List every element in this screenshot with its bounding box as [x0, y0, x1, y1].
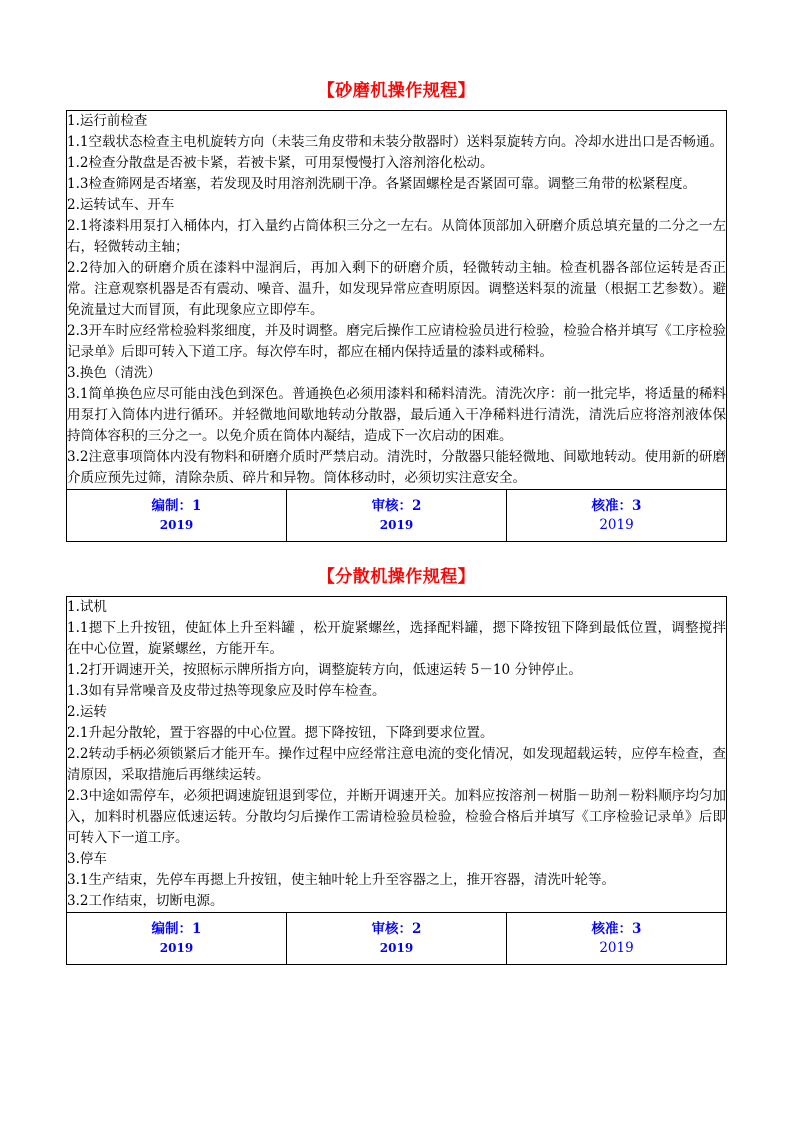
paragraph: 3.1生产结束，先停车再摁上升按钮，使主轴叶轮上升至容器之上，推开容器，清洗叶轮等。 [67, 872, 615, 888]
paragraph: 1.试机 [67, 599, 107, 615]
signature-year: 2019 [379, 517, 414, 532]
signature-year: 2019 [599, 939, 634, 956]
procedure-body-cell [67, 111, 727, 490]
table-row-signatures [67, 490, 727, 542]
signature-cell-reviewed-by [287, 913, 507, 965]
paragraph: 2.2待加入的研磨介质在漆料中湿润后，再加入剩下的研磨介质，轻微转动主轴。检查机器各部位运转是否正常。注意观察机器是否有震动、噪音、温升，如发现异常应查明原因。调整送料泵的流量（根据工艺参数）。避免流量过大而冒顶，有此现象应立即停车。 [67, 260, 726, 318]
paragraph: 3.1简单换色应尽可能由浅色到深色。普通换色必须用漆料和稀料清洗。清洗次序：前一批完毕，将适量的稀料用泵打入筒体内进行循环。并轻微地间歇地转动分散器，最后通入干净稀料进行清洗，清洗后应将溶剂液体保持筒体容积的三分之一。以免介质在筒体内凝结，造成下一次启动的困难。 [67, 386, 726, 444]
signature-year: 2019 [159, 940, 194, 955]
procedure-body-cell [67, 597, 727, 913]
table-row-body [67, 597, 727, 913]
signature-role-label: 核准：3 [591, 920, 642, 937]
signature-role-label: 编制：1 [151, 497, 202, 514]
paragraph: 3.2工作结束，切断电源。 [67, 893, 224, 909]
procedure-table-disperser [66, 596, 727, 965]
procedure-table-sand-mill [66, 110, 727, 542]
signature-cell-reviewed-by [287, 490, 507, 542]
signature-cell-approved-by [507, 913, 727, 965]
procedure-body-text [67, 111, 726, 489]
signature-cell-prepared-by [67, 913, 287, 965]
paragraph: 1.1空载状态检查主电机旋转方向（未装三角皮带和未装分散器时）送料泵旋转方向。冷却水进出口是否畅通。 [67, 134, 723, 150]
table-row-signatures [67, 913, 727, 965]
procedure-body-text [67, 597, 726, 912]
paragraph: 1.3检查筛网是否堵塞，若发现及时用溶剂洗刷干净。各紧固螺栓是否紧固可靠。调整三角带的松紧程度。 [67, 176, 696, 192]
paragraph: 2.3开车时应经常检验料浆细度，并及时调整。磨完后操作工应请检验员进行检验，检验合格并填写《工序检验记录单》后即可转入下道工序。每次停车时，都应在桶内保持适量的漆料或稀料。 [67, 323, 726, 360]
paragraph: 1.3如有异常噪音及皮带过热等现象应及时停车检查。 [67, 683, 386, 699]
paragraph: 1.1摁下上升按钮，使缸体上升至料罐 ，松开旋紧螺丝，选择配料罐，摁下降按钮下降到最低位置，调整搅拌在中心位置，旋紧螺丝，方能开车。 [67, 620, 726, 657]
signature-role-label: 审核：2 [371, 920, 422, 937]
paragraph: 3.2注意事项筒体内没有物料和研磨介质时严禁启动。清洗时，分散器只能轻微地、间歇地转动。使用新的研磨介质应预先过筛，清除杂质、碎片和异物。筒体移动时，必须切实注意安全。 [67, 449, 726, 486]
paragraph: 3.停车 [67, 851, 107, 867]
paragraph: 3.换色（清洗） [67, 365, 161, 381]
paragraph: 2.1将漆料用泵打入桶体内，打入量约占筒体积三分之一左右。从筒体顶部加入研磨介质总填充量的二分之一左右，轻微转动主轴； [67, 218, 726, 255]
paragraph: 2.运转 [67, 704, 107, 720]
paragraph: 2.1升起分散轮，置于容器的中心位置。摁下降按钮，下降到要求位置。 [67, 725, 494, 741]
table-row-body [67, 111, 727, 490]
signature-role-label: 编制：1 [151, 920, 202, 937]
section-title-sand-mill: 【砂磨机操作规程】 [317, 81, 476, 101]
signature-year: 2019 [159, 517, 194, 532]
paragraph: 1.运行前检查 [67, 113, 148, 129]
signature-year: 2019 [379, 940, 414, 955]
signature-role-label: 核准：3 [591, 497, 642, 514]
paragraph: 1.2检查分散盘是否被卡紧，若被卡紧，可用泵慢慢打入溶剂溶化松动。 [67, 155, 494, 171]
signature-role-label: 审核：2 [371, 497, 422, 514]
signature-cell-approved-by [507, 490, 727, 542]
section-title-disperser: 【分散机操作规程】 [317, 567, 476, 587]
paragraph: 2.3中途如需停车，必须把调速旋钮退到零位，并断开调速开关。加料应按溶剂－树脂－助剂－粉料顺序均匀加入，加料时机器应低速运转。分散均匀后操作工需请检验员检验，检验合格后并填写《工序检验记录单》后即可转入下一道工序。 [67, 788, 726, 846]
paragraph: 1.2打开调速开关，按照标示牌所指方向，调整旋转方向，低速运转 5－10 分钟停止。 [67, 662, 582, 678]
signature-year: 2019 [599, 516, 634, 533]
signature-cell-prepared-by [67, 490, 287, 542]
paragraph: 2.2转动手柄必须锁紧后才能开车。操作过程中应经常注意电流的变化情况，如发现超载运转，应停车检查，查清原因，采取措施后再继续运转。 [67, 746, 726, 783]
paragraph: 2.运转试车、开车 [67, 197, 175, 213]
